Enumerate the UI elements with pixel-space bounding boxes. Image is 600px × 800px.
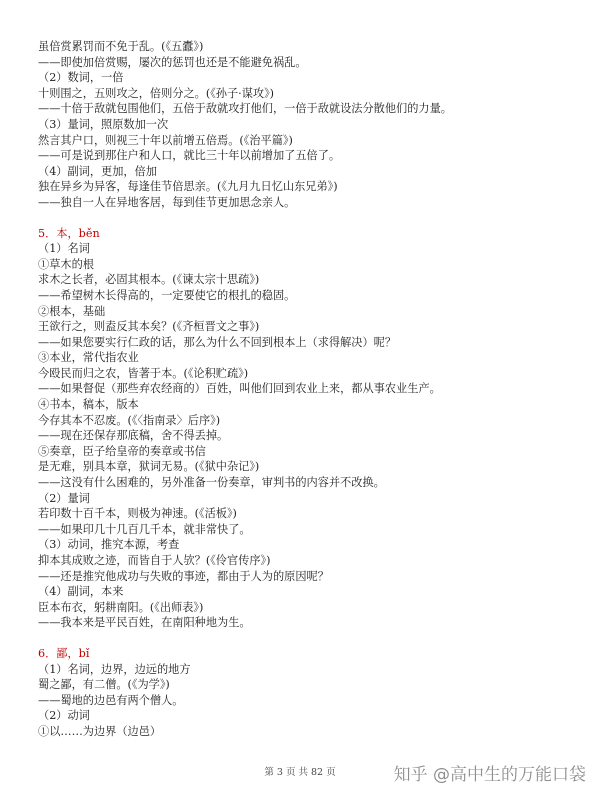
section-5-line: 若印数十百千本，则极为神速。(《活板》) bbox=[38, 507, 237, 521]
section-5-line: 臣本布衣，躬耕南阳。(《出师表》) bbox=[38, 600, 204, 614]
section-5-line: ③本业，常代指农业 bbox=[38, 351, 139, 365]
section-5-body bbox=[38, 241, 578, 631]
section-5-line: ——还是推究他成功与失败的事迹，都由于人为的原因呢？ bbox=[38, 569, 329, 583]
section-6-line: ——蜀地的边邑有两个僧人。 bbox=[38, 693, 184, 707]
section-5-line: 今殴民而归之农，皆著于本。(《论积贮疏》) bbox=[38, 366, 249, 380]
section-5-line: ——希望树木长得高的，一定要使它的根扎的稳固。 bbox=[38, 288, 296, 302]
section-5-line: 是无难，别具本章，狱词无易。(《狱中杂记》) bbox=[38, 460, 260, 474]
section-6-heading: 6．鄙，bǐ bbox=[38, 646, 90, 660]
section-5-line: ②根本，基础 bbox=[38, 304, 106, 318]
section-5-line: ——现在还保存那底稿，舍不得丢掉。 bbox=[38, 429, 229, 443]
intro-line: ——即使加倍赏赐，屡次的惩罚也还是不能避免祸乱。 bbox=[38, 55, 307, 69]
section-5-line: ④书本，稿本，版本 bbox=[38, 398, 139, 412]
section-5-line: 王欲行之，则盍反其本矣？(《齐桓晋文之事》) bbox=[38, 320, 260, 334]
section-5-line: （3）动词，推究本源，考查 bbox=[38, 538, 180, 552]
section-6-line: 蜀之鄙，有二僧。(《为学》) bbox=[38, 678, 170, 692]
section-5-line: 求木之长者，必固其根本。(《谏太宗十思疏》) bbox=[38, 273, 260, 287]
section-5-line: ——我本来是平民百姓，在南阳种地为生。 bbox=[38, 616, 251, 630]
intro-line: ——十倍于敌就包围他们，五倍于敌就攻打他们，一倍于敌就设法分散他们的力量。 bbox=[38, 102, 452, 116]
section-5-line: （1）名词 bbox=[38, 242, 90, 256]
intro-line: （2）数词，一倍 bbox=[38, 71, 124, 85]
intro-line: 十则围之，五则攻之，倍则分之。(《孙子·谋攻》) bbox=[38, 86, 275, 100]
section-5-line: 抑本其成败之迹，而皆自于人欤？(《伶官传序》) bbox=[38, 554, 271, 567]
intro-line: （4）副词，更加，倍加 bbox=[38, 164, 157, 178]
section-6-line: （2）动词 bbox=[38, 709, 90, 723]
section-5-line: ——如果印几十几百几千本，就非常快了。 bbox=[38, 522, 251, 536]
intro-line: ——可是说到那住户和人口，就比三十年以前增加了五倍了。 bbox=[38, 149, 341, 163]
intro-line: 然言其户口，则视三十年以前增五倍焉。(《治平篇》) bbox=[38, 133, 293, 147]
page-footer: 第 3 页 共 82 页 bbox=[264, 767, 336, 778]
intro-line: ——独自一人在异地客居，每到佳节更加思念亲人。 bbox=[38, 195, 296, 209]
section-5-line: ⑤奏章，臣子给皇帝的奏章或书信 bbox=[38, 444, 206, 458]
section-5-line: 今存其本不忍废。(《〈指南录〉后序》) bbox=[38, 413, 221, 427]
intro-line: （3）量词，照原数加一次 bbox=[38, 117, 169, 131]
section-5-line: （2）量词 bbox=[38, 491, 90, 505]
intro-line: 独在异乡为异客，每逢佳节倍思亲。(《九月九日忆山东兄弟》) bbox=[38, 180, 338, 194]
intro-paragraphs bbox=[38, 39, 578, 211]
watermark: 知乎 @高中生的万能口袋 bbox=[393, 765, 586, 785]
section-5-line: ——如果督促（那些弃农经商的）百姓，叫他们回到农业上来，都从事农业生产。 bbox=[38, 382, 441, 396]
document-body bbox=[38, 39, 578, 740]
section-6-line: ①以……为边界（边邑） bbox=[38, 724, 162, 738]
intro-line: 虽倍赏累罚而不免于乱。(《五蠹》) bbox=[38, 40, 204, 53]
section-5-line: （4）副词，本来 bbox=[38, 585, 124, 599]
section-5-line: ——这没有什么困难的，另外准备一份奏章，审判书的内容并不改换。 bbox=[38, 476, 385, 490]
section-6-body bbox=[38, 662, 578, 740]
section-5-line: ①草木的根 bbox=[38, 257, 94, 271]
section-5-line: ——如果您要实行仁政的话，那么为什么不回到根本上（求得解决）呢？ bbox=[38, 335, 397, 349]
section-6-line: （1）名词，边界，边远的地方 bbox=[38, 662, 191, 676]
section-5-heading: 5．本，běn bbox=[38, 226, 100, 240]
